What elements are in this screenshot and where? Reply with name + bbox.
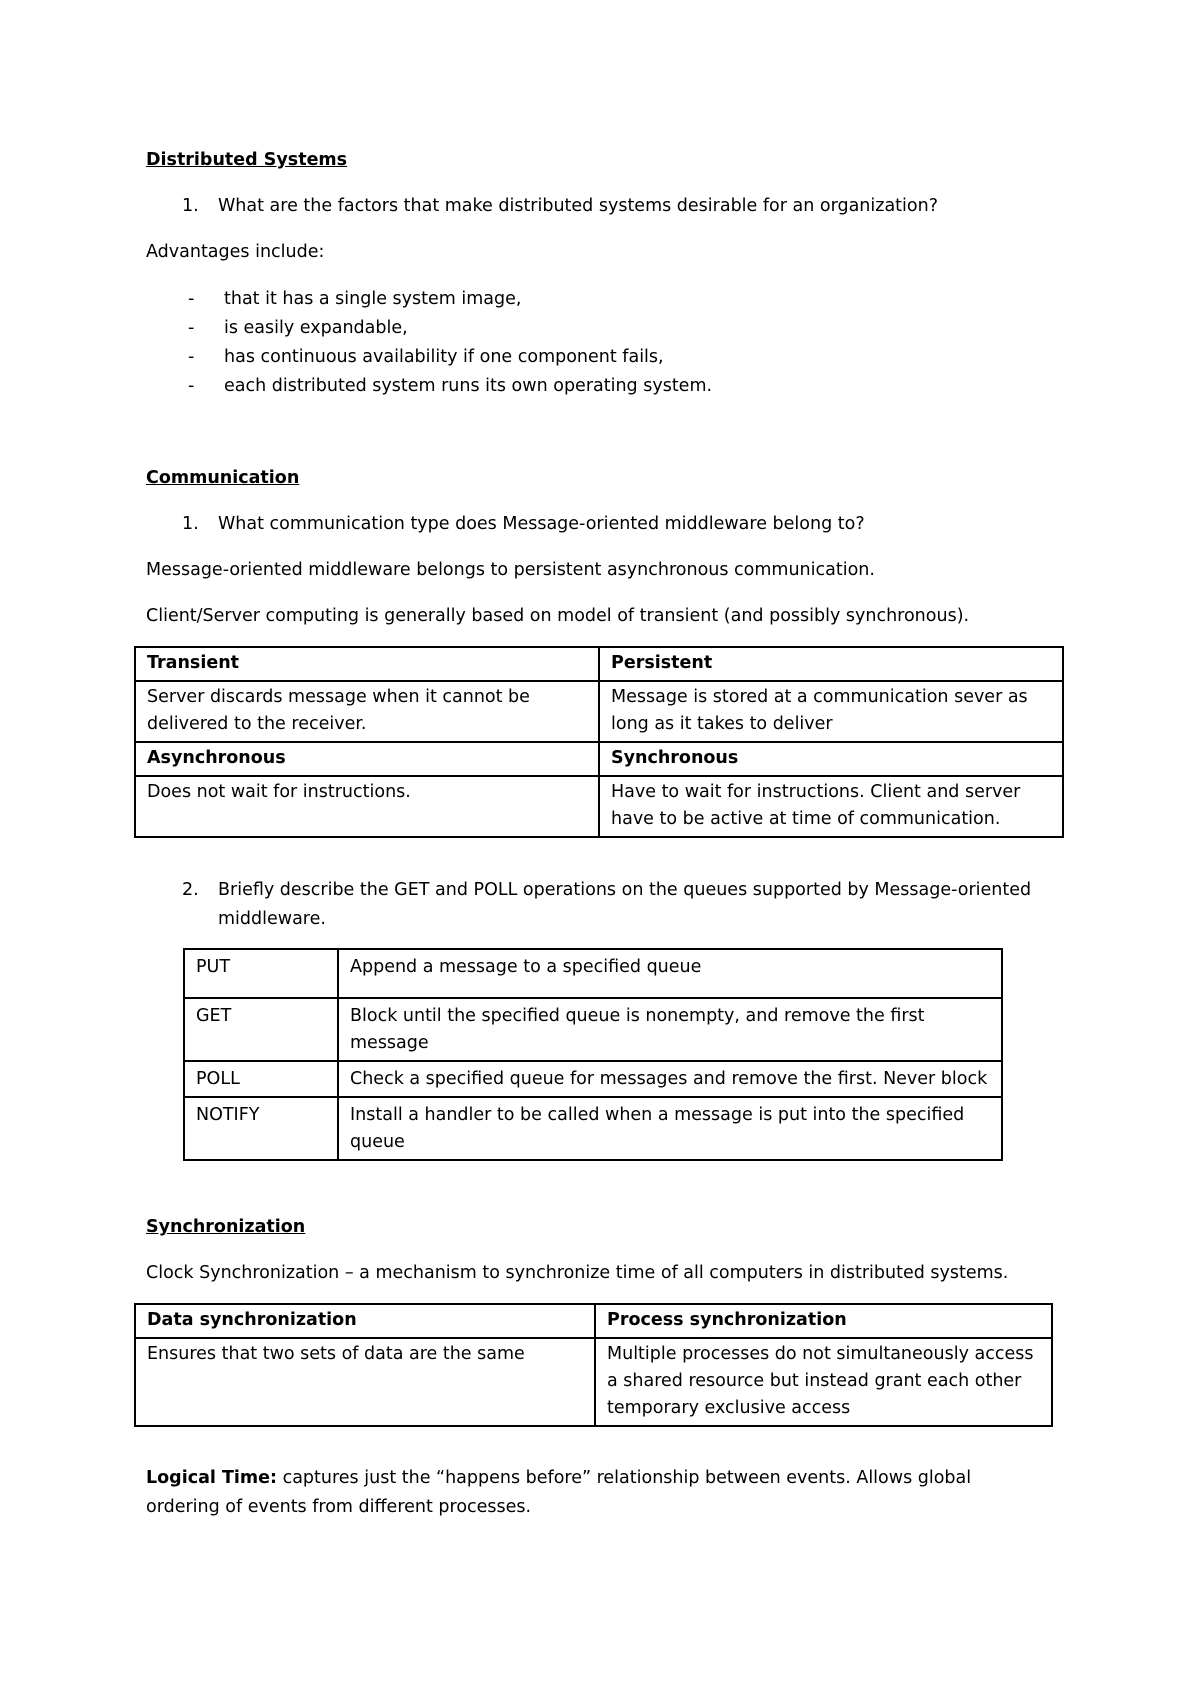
logical-time-text: captures just the “happens before” relationship between events. Allows global [277, 1468, 972, 1488]
table-row [135, 1338, 1052, 1426]
table-cell: Block until the specified queue is nonempty, and remove the first message [338, 998, 1002, 1061]
question-text: middleware. [218, 909, 326, 929]
advantages-intro: Advantages include: [146, 242, 325, 262]
synchronization-table [134, 1303, 1053, 1427]
bullet-item: has continuous availability if one component fails, [224, 347, 664, 367]
table-cell: Synchronous [599, 742, 1063, 776]
bullet-item: each distributed system runs its own operating system. [224, 376, 713, 396]
table-cell: Data synchronization [135, 1304, 595, 1338]
logical-time-line: ordering of events from different processes. [146, 1497, 532, 1517]
table-cell: Multiple processes do not simultaneously access a shared resource but instead grant each other temporary exclusive access [595, 1338, 1052, 1426]
table-cell: Check a specified queue for messages and remove the first. Never block [338, 1061, 1002, 1097]
table-cell: Transient [135, 647, 599, 681]
bullet-item: that it has a single system image, [224, 289, 522, 309]
table-cell: NOTIFY [184, 1097, 338, 1160]
question-text: What are the factors that make distributed systems desirable for an organization? [218, 196, 938, 216]
table-cell: Have to wait for instructions. Client and server have to be active at time of communication. [599, 776, 1063, 837]
question-number: 1. [182, 514, 199, 534]
logical-time-line [146, 1466, 971, 1490]
question-number: 1. [182, 196, 199, 216]
table-row [184, 949, 1002, 998]
queue-operations-table [183, 948, 1003, 1161]
table-cell: Server discards message when it cannot be delivered to the receiver. [135, 681, 599, 742]
bullet-item: is easily expandable, [224, 318, 408, 338]
table-cell: Message is stored at a communication sever as long as it takes to deliver [599, 681, 1063, 742]
table-cell: Persistent [599, 647, 1063, 681]
table-row [135, 742, 1063, 776]
table-cell: Process synchronization [595, 1304, 1052, 1338]
bullet-dash: - [188, 376, 195, 396]
table-cell: Does not wait for instructions. [135, 776, 599, 837]
bullet-dash: - [188, 318, 195, 338]
heading-distributed-systems: Distributed Systems [146, 150, 348, 170]
table-cell: PUT [184, 949, 338, 998]
transient-persistent-table [134, 646, 1064, 838]
heading-communication: Communication [146, 468, 300, 488]
bullet-dash: - [188, 347, 195, 367]
table-row [184, 1097, 1002, 1160]
heading-synchronization: Synchronization [146, 1217, 306, 1237]
paragraph: Client/Server computing is generally based on model of transient (and possibly synchronous). [146, 606, 970, 626]
logical-time-label: Logical Time: [146, 1468, 278, 1488]
table-row [135, 647, 1063, 681]
table-row [135, 681, 1063, 742]
table-cell: Append a message to a specified queue [338, 949, 1002, 998]
table-cell: Install a handler to be called when a message is put into the specified queue [338, 1097, 1002, 1160]
question-text: Briefly describe the GET and POLL operations on the queues supported by Message-oriented [218, 880, 1032, 900]
table-row [184, 1061, 1002, 1097]
bullet-dash: - [188, 289, 195, 309]
table-cell: Ensures that two sets of data are the same [135, 1338, 595, 1426]
table-cell: GET [184, 998, 338, 1061]
paragraph: Clock Synchronization – a mechanism to synchronize time of all computers in distributed systems. [146, 1263, 1009, 1283]
table-row [184, 998, 1002, 1061]
table-cell: POLL [184, 1061, 338, 1097]
table-cell: Asynchronous [135, 742, 599, 776]
table-row [135, 1304, 1052, 1338]
question-text: What communication type does Message-oriented middleware belong to? [218, 514, 865, 534]
question-number: 2. [182, 880, 199, 900]
table-row [135, 776, 1063, 837]
paragraph: Message-oriented middleware belongs to persistent asynchronous communication. [146, 560, 875, 580]
